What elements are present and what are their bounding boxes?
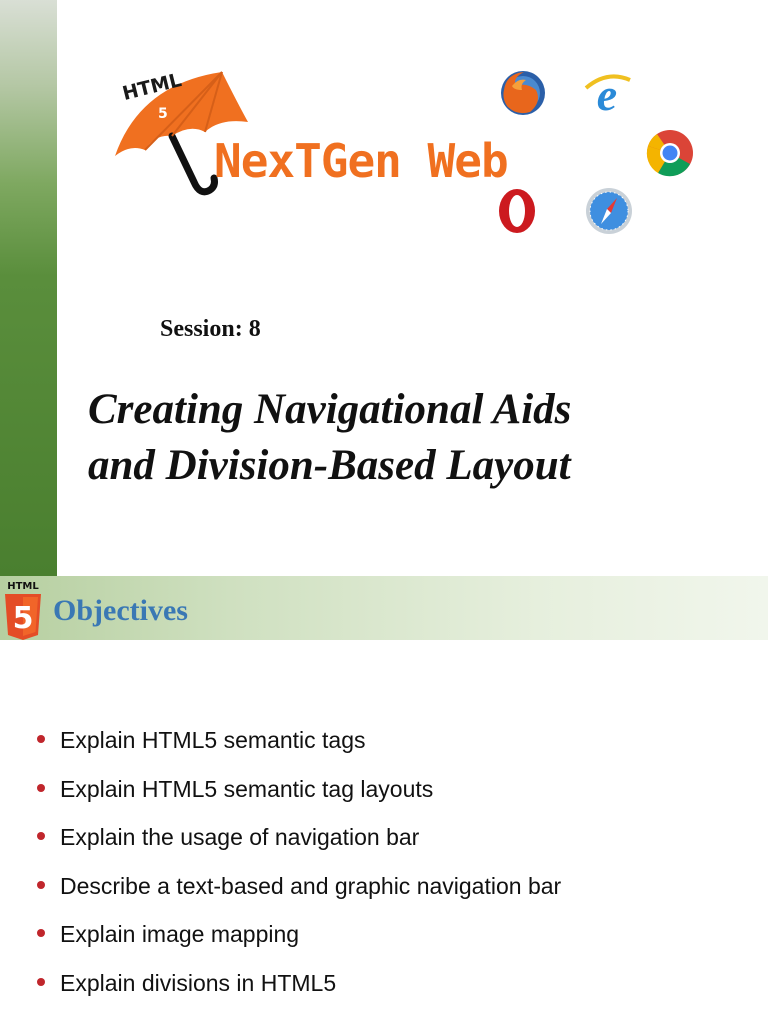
opera-icon [492, 184, 542, 234]
list-item-text: Describe a text-based and graphic navigation bar [60, 872, 562, 899]
left-accent-bar [0, 0, 57, 576]
list-item [37, 914, 561, 963]
list-item-text: Explain divisions in HTML5 [60, 969, 337, 996]
safari-icon [584, 186, 634, 236]
brand-name: NexTGen Web [214, 134, 508, 188]
html5-badge-icon [3, 579, 43, 641]
list-item-text: Explain HTML5 semantic tag layouts [60, 775, 434, 802]
umbrella-five-text: 5 [158, 106, 168, 122]
firefox-icon [498, 68, 548, 118]
bullet-icon [37, 881, 45, 889]
objectives-heading: Objectives [53, 594, 188, 627]
html5-badge-label: HTML [7, 581, 39, 592]
nextgen-web-logo [110, 64, 710, 254]
objectives-list [37, 720, 561, 1011]
bullet-icon [37, 978, 45, 986]
internet-explorer-icon [582, 68, 632, 118]
bullet-icon [37, 832, 45, 840]
list-item-text: Explain image mapping [60, 921, 300, 947]
list-item [37, 817, 561, 866]
list-item [37, 769, 561, 818]
bullet-icon [37, 735, 45, 743]
chrome-icon [645, 128, 695, 178]
svg-text:e: e [596, 69, 618, 118]
list-item [37, 963, 561, 1012]
bullet-icon [37, 784, 45, 792]
html5-badge-number: 5 [12, 601, 34, 636]
title-line-2: and Division-Based Layout [88, 442, 571, 489]
list-item [37, 720, 561, 769]
objectives-slide [0, 576, 768, 1024]
bullet-icon [37, 929, 45, 937]
umbrella-html-text: HTML [120, 69, 184, 105]
slide-title [88, 382, 748, 494]
session-label: Session: 8 [160, 316, 261, 342]
title-line-1: Creating Navigational Aids [88, 386, 572, 433]
list-item [37, 866, 561, 915]
list-item-text: Explain HTML5 semantic tags [60, 727, 366, 753]
list-item-text: Explain the usage of navigation bar [60, 824, 420, 850]
objectives-banner [0, 576, 768, 640]
